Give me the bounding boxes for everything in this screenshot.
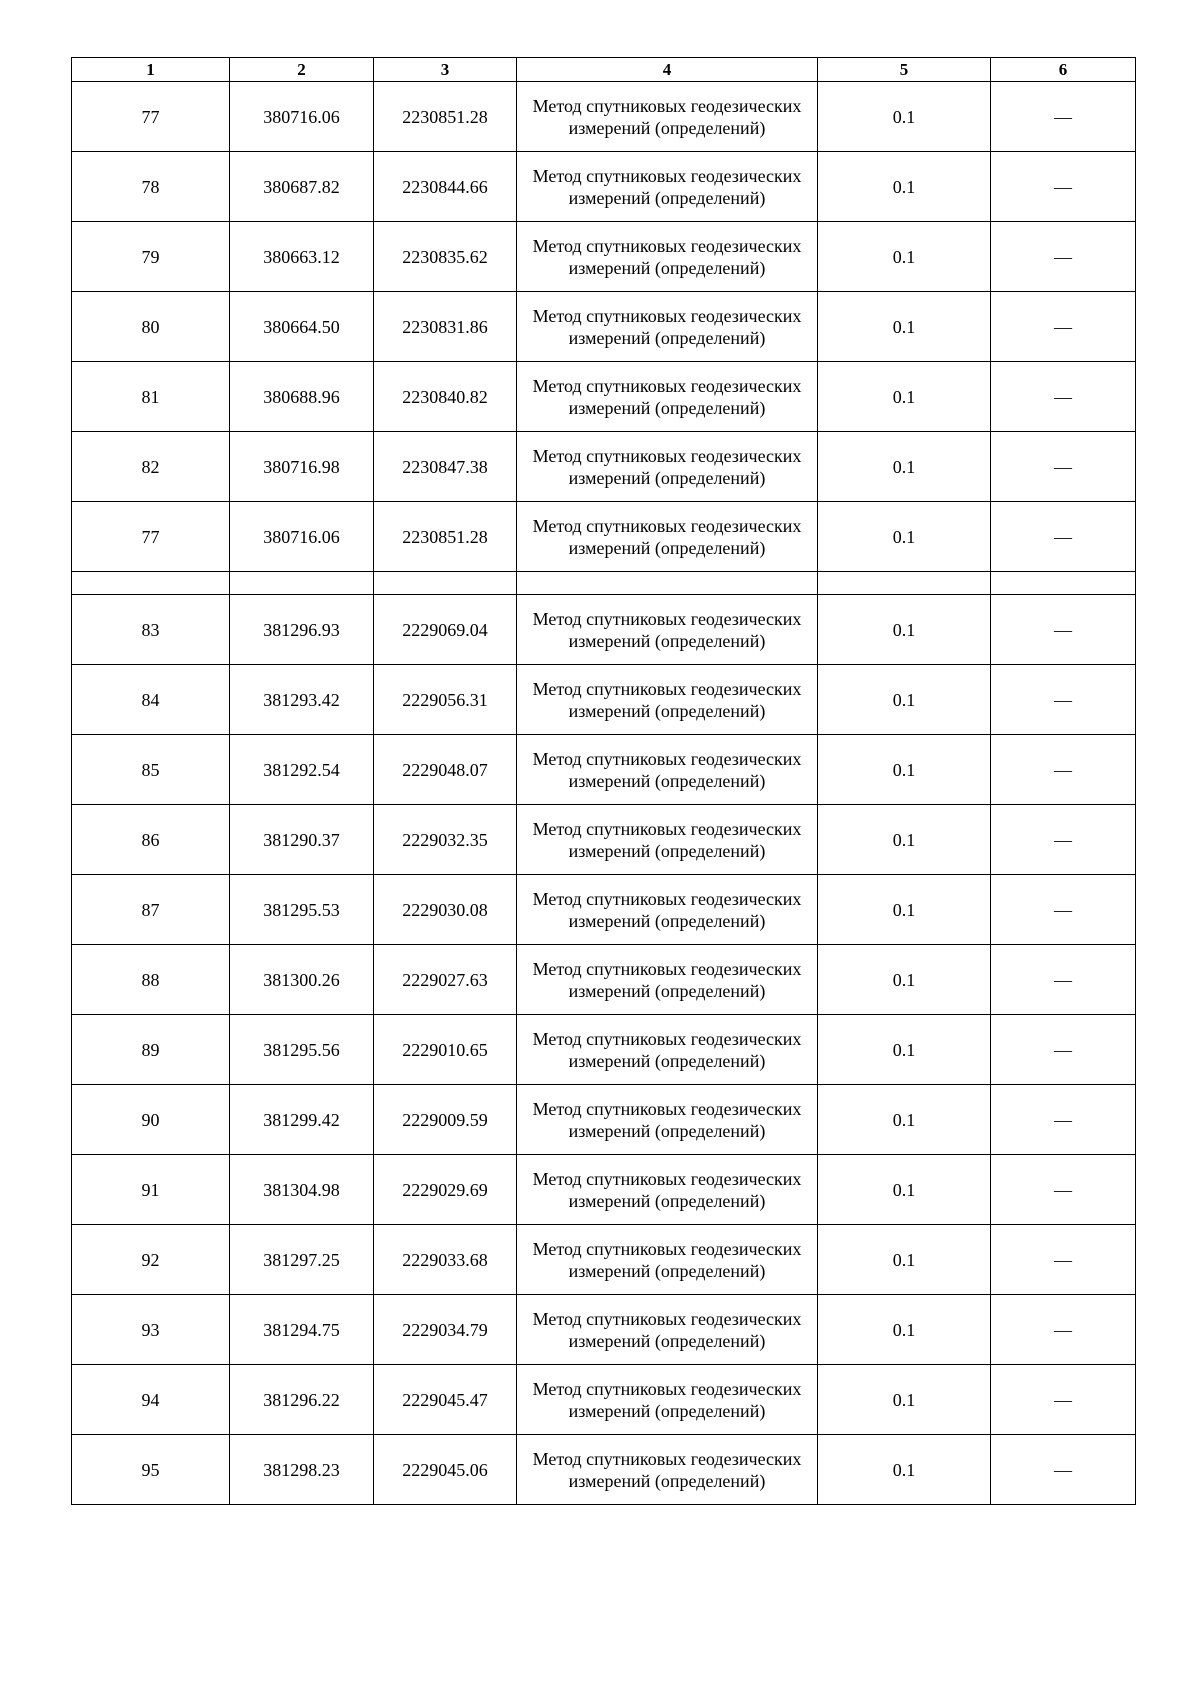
point-number-cell: 86 <box>72 805 230 875</box>
accuracy-cell: 0.1 <box>818 292 991 362</box>
table-row <box>72 1365 1136 1435</box>
method-text: Метод спутниковых геодезических измерений (определений) <box>532 1098 802 1141</box>
accuracy-cell: 0.1 <box>818 1435 991 1505</box>
y-coordinate-cell: 2230840.82 <box>374 362 517 432</box>
method-text: Метод спутниковых геодезических измерений (определений) <box>532 608 802 651</box>
accuracy-cell: 0.1 <box>818 1015 991 1085</box>
method-text: Метод спутниковых геодезических измерений (определений) <box>532 1238 802 1281</box>
note-cell: — <box>991 735 1136 805</box>
table-row <box>72 362 1136 432</box>
table-row <box>72 292 1136 362</box>
accuracy-cell: 0.1 <box>818 1295 991 1365</box>
y-coordinate-cell: 2230831.86 <box>374 292 517 362</box>
column-header-5: 5 <box>818 58 991 82</box>
table-row <box>72 805 1136 875</box>
coordinates-table <box>71 57 1136 1505</box>
accuracy-cell: 0.1 <box>818 1155 991 1225</box>
table-row <box>72 82 1136 152</box>
table-row <box>72 1225 1136 1295</box>
empty-cell <box>230 572 374 595</box>
accuracy-cell: 0.1 <box>818 362 991 432</box>
point-number-cell: 87 <box>72 875 230 945</box>
point-number-cell: 78 <box>72 152 230 222</box>
y-coordinate-cell: 2229069.04 <box>374 595 517 665</box>
x-coordinate-cell: 380663.12 <box>230 222 374 292</box>
table-row <box>72 945 1136 1015</box>
column-header-6: 6 <box>991 58 1136 82</box>
column-header-2: 2 <box>230 58 374 82</box>
x-coordinate-cell: 381290.37 <box>230 805 374 875</box>
method-text: Метод спутниковых геодезических измерений (определений) <box>532 1378 802 1421</box>
note-cell: — <box>991 665 1136 735</box>
x-coordinate-cell: 380688.96 <box>230 362 374 432</box>
column-header-3: 3 <box>374 58 517 82</box>
note-cell: — <box>991 945 1136 1015</box>
y-coordinate-cell: 2229033.68 <box>374 1225 517 1295</box>
empty-cell <box>374 572 517 595</box>
method-text: Метод спутниковых геодезических измерений (определений) <box>532 1448 802 1491</box>
y-coordinate-cell: 2229032.35 <box>374 805 517 875</box>
method-text: Метод спутниковых геодезических измерений (определений) <box>532 1168 802 1211</box>
accuracy-cell: 0.1 <box>818 945 991 1015</box>
x-coordinate-cell: 381295.56 <box>230 1015 374 1085</box>
method-text: Метод спутниковых геодезических измерений (определений) <box>532 1308 802 1351</box>
y-coordinate-cell: 2229045.47 <box>374 1365 517 1435</box>
method-cell <box>517 222 818 292</box>
y-coordinate-cell: 2230851.28 <box>374 82 517 152</box>
table-row <box>72 1435 1136 1505</box>
accuracy-cell: 0.1 <box>818 1225 991 1295</box>
note-cell: — <box>991 222 1136 292</box>
method-cell <box>517 1155 818 1225</box>
x-coordinate-cell: 380664.50 <box>230 292 374 362</box>
x-coordinate-cell: 380716.06 <box>230 82 374 152</box>
method-text: Метод спутниковых геодезических измерений (определений) <box>532 95 802 138</box>
note-cell: — <box>991 595 1136 665</box>
method-text: Метод спутниковых геодезических измерений (определений) <box>532 305 802 348</box>
table-row <box>72 1085 1136 1155</box>
column-header-1: 1 <box>72 58 230 82</box>
note-cell: — <box>991 1365 1136 1435</box>
note-cell: — <box>991 1295 1136 1365</box>
point-number-cell: 94 <box>72 1365 230 1435</box>
point-number-cell: 79 <box>72 222 230 292</box>
table-header <box>72 58 1136 82</box>
note-cell: — <box>991 432 1136 502</box>
y-coordinate-cell: 2229030.08 <box>374 875 517 945</box>
method-cell <box>517 1015 818 1085</box>
table-row <box>72 665 1136 735</box>
x-coordinate-cell: 381304.98 <box>230 1155 374 1225</box>
header-row <box>72 58 1136 82</box>
method-cell <box>517 875 818 945</box>
method-cell <box>517 82 818 152</box>
accuracy-cell: 0.1 <box>818 735 991 805</box>
y-coordinate-cell: 2230844.66 <box>374 152 517 222</box>
method-text: Метод спутниковых геодезических измерений (определений) <box>532 748 802 791</box>
point-number-cell: 90 <box>72 1085 230 1155</box>
note-cell: — <box>991 152 1136 222</box>
point-number-cell: 77 <box>72 502 230 572</box>
method-cell <box>517 292 818 362</box>
method-cell <box>517 502 818 572</box>
method-cell <box>517 152 818 222</box>
y-coordinate-cell: 2230847.38 <box>374 432 517 502</box>
empty-cell <box>517 572 818 595</box>
y-coordinate-cell: 2230851.28 <box>374 502 517 572</box>
point-number-cell: 93 <box>72 1295 230 1365</box>
note-cell: — <box>991 1225 1136 1295</box>
method-text: Метод спутниковых геодезических измерений (определений) <box>532 235 802 278</box>
table-row <box>72 152 1136 222</box>
empty-cell <box>818 572 991 595</box>
point-number-cell: 84 <box>72 665 230 735</box>
accuracy-cell: 0.1 <box>818 152 991 222</box>
method-cell <box>517 595 818 665</box>
point-number-cell: 82 <box>72 432 230 502</box>
point-number-cell: 88 <box>72 945 230 1015</box>
note-cell: — <box>991 1155 1136 1225</box>
method-text: Метод спутниковых геодезических измерений (определений) <box>532 375 802 418</box>
note-cell: — <box>991 1015 1136 1085</box>
method-cell <box>517 945 818 1015</box>
empty-cell <box>72 572 230 595</box>
y-coordinate-cell: 2229029.69 <box>374 1155 517 1225</box>
method-cell <box>517 362 818 432</box>
y-coordinate-cell: 2229027.63 <box>374 945 517 1015</box>
table-row <box>72 502 1136 572</box>
note-cell: — <box>991 292 1136 362</box>
method-text: Метод спутниковых геодезических измерений (определений) <box>532 445 802 488</box>
method-cell <box>517 1295 818 1365</box>
x-coordinate-cell: 381300.26 <box>230 945 374 1015</box>
point-number-cell: 85 <box>72 735 230 805</box>
accuracy-cell: 0.1 <box>818 82 991 152</box>
method-text: Метод спутниковых геодезических измерений (определений) <box>532 1028 802 1071</box>
y-coordinate-cell: 2229010.65 <box>374 1015 517 1085</box>
point-number-cell: 81 <box>72 362 230 432</box>
x-coordinate-cell: 381295.53 <box>230 875 374 945</box>
table-row <box>72 595 1136 665</box>
note-cell: — <box>991 805 1136 875</box>
x-coordinate-cell: 381298.23 <box>230 1435 374 1505</box>
y-coordinate-cell: 2229034.79 <box>374 1295 517 1365</box>
y-coordinate-cell: 2229045.06 <box>374 1435 517 1505</box>
x-coordinate-cell: 381299.42 <box>230 1085 374 1155</box>
accuracy-cell: 0.1 <box>818 1085 991 1155</box>
method-cell <box>517 1085 818 1155</box>
method-cell <box>517 1365 818 1435</box>
x-coordinate-cell: 381294.75 <box>230 1295 374 1365</box>
table-row <box>72 1295 1136 1365</box>
y-coordinate-cell: 2229048.07 <box>374 735 517 805</box>
table-row <box>72 735 1136 805</box>
point-number-cell: 83 <box>72 595 230 665</box>
x-coordinate-cell: 380687.82 <box>230 152 374 222</box>
x-coordinate-cell: 381292.54 <box>230 735 374 805</box>
accuracy-cell: 0.1 <box>818 595 991 665</box>
table-row <box>72 432 1136 502</box>
x-coordinate-cell: 381297.25 <box>230 1225 374 1295</box>
x-coordinate-cell: 381293.42 <box>230 665 374 735</box>
method-text: Метод спутниковых геодезических измерений (определений) <box>532 515 802 558</box>
point-number-cell: 92 <box>72 1225 230 1295</box>
point-number-cell: 89 <box>72 1015 230 1085</box>
note-cell: — <box>991 875 1136 945</box>
table-row-empty <box>72 572 1136 595</box>
y-coordinate-cell: 2230835.62 <box>374 222 517 292</box>
table-row <box>72 1155 1136 1225</box>
method-text: Метод спутниковых геодезических измерений (определений) <box>532 678 802 721</box>
note-cell: — <box>991 1085 1136 1155</box>
table-row <box>72 222 1136 292</box>
method-cell <box>517 432 818 502</box>
table-row <box>72 875 1136 945</box>
x-coordinate-cell: 380716.06 <box>230 502 374 572</box>
point-number-cell: 91 <box>72 1155 230 1225</box>
note-cell: — <box>991 1435 1136 1505</box>
table-body <box>72 82 1136 1505</box>
method-cell <box>517 805 818 875</box>
empty-cell <box>991 572 1136 595</box>
note-cell: — <box>991 82 1136 152</box>
method-text: Метод спутниковых геодезических измерений (определений) <box>532 818 802 861</box>
x-coordinate-cell: 380716.98 <box>230 432 374 502</box>
accuracy-cell: 0.1 <box>818 222 991 292</box>
method-cell <box>517 735 818 805</box>
accuracy-cell: 0.1 <box>818 502 991 572</box>
method-cell <box>517 1435 818 1505</box>
method-cell <box>517 665 818 735</box>
point-number-cell: 80 <box>72 292 230 362</box>
method-text: Метод спутниковых геодезических измерений (определений) <box>532 165 802 208</box>
point-number-cell: 77 <box>72 82 230 152</box>
y-coordinate-cell: 2229056.31 <box>374 665 517 735</box>
point-number-cell: 95 <box>72 1435 230 1505</box>
column-header-4: 4 <box>517 58 818 82</box>
x-coordinate-cell: 381296.93 <box>230 595 374 665</box>
method-cell <box>517 1225 818 1295</box>
table-row <box>72 1015 1136 1085</box>
accuracy-cell: 0.1 <box>818 875 991 945</box>
method-text: Метод спутниковых геодезических измерений (определений) <box>532 958 802 1001</box>
accuracy-cell: 0.1 <box>818 805 991 875</box>
y-coordinate-cell: 2229009.59 <box>374 1085 517 1155</box>
accuracy-cell: 0.1 <box>818 1365 991 1435</box>
accuracy-cell: 0.1 <box>818 432 991 502</box>
note-cell: — <box>991 362 1136 432</box>
method-text: Метод спутниковых геодезических измерений (определений) <box>532 888 802 931</box>
accuracy-cell: 0.1 <box>818 665 991 735</box>
x-coordinate-cell: 381296.22 <box>230 1365 374 1435</box>
note-cell: — <box>991 502 1136 572</box>
